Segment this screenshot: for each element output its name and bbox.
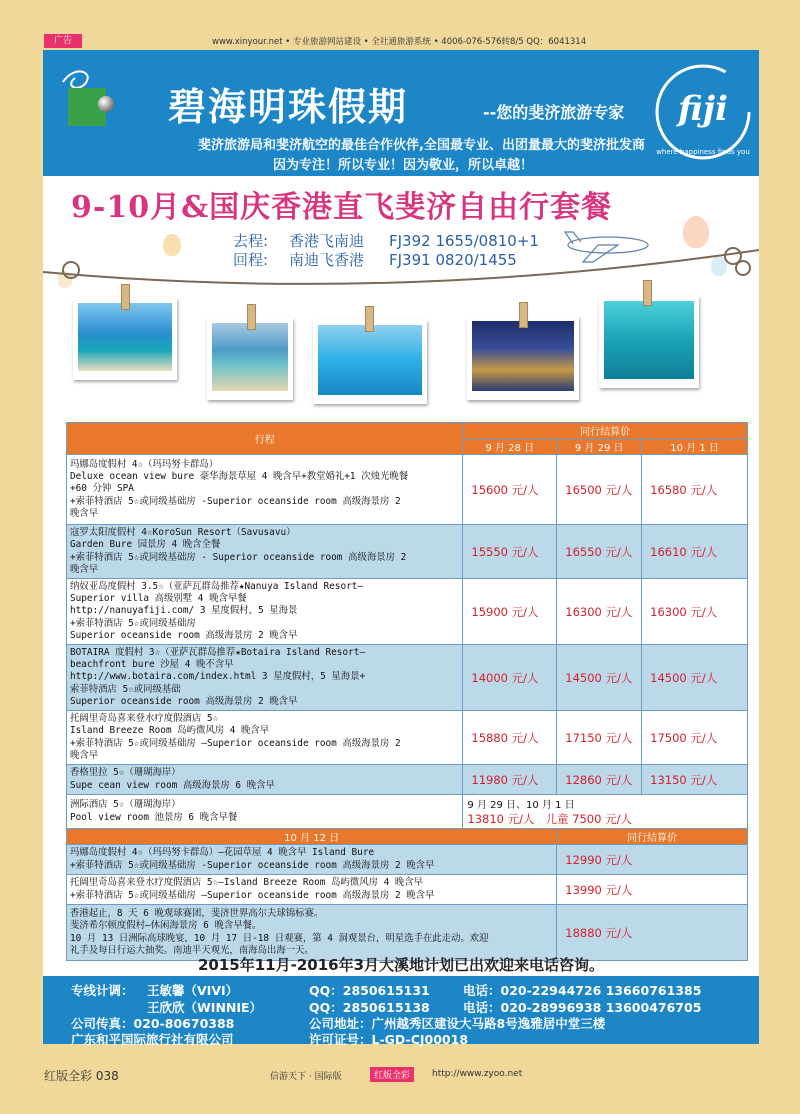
company-fax: 公司传真：020-80670388	[71, 1016, 235, 1031]
table-row	[67, 905, 748, 961]
price-cell: 14500 元/人	[642, 645, 748, 711]
clothes-pin	[365, 306, 374, 332]
flight-return-label: 回程:	[233, 251, 269, 269]
table-row	[67, 765, 748, 795]
staff-qq: QQ：2850615131	[309, 983, 430, 998]
staff-name: 王敏馨（VIVI）	[147, 983, 239, 998]
row-description: BOTAIRA 度假村 3☆（亚萨瓦群岛推荐★Botaira Island Resort— beachfront bure 沙屋 4 晚不含早 http://www.botaira.com/index.html 3 星度假村，5 星海景+ 索菲特酒店 5☆或同级基础 Superior oceanside room 高级海景房 2 晚含早	[67, 645, 463, 711]
price-cell: 16300 元/人	[557, 579, 642, 645]
col-itinerary-header: 行程	[67, 423, 463, 455]
contact-footer	[43, 976, 759, 1047]
bottom-bar	[0, 1062, 800, 1082]
fiji-logo-text: fiji	[678, 89, 728, 129]
brand-logo-pearl-icon	[98, 96, 114, 112]
table-row	[67, 645, 748, 711]
price-cell: 16500 元/人	[557, 455, 642, 525]
price-cell: 14500 元/人	[557, 645, 642, 711]
clothes-pin	[519, 302, 528, 328]
price-cell: 18880 元/人	[557, 905, 748, 961]
price-cell: 13150 元/人	[642, 765, 748, 795]
header-banner	[43, 50, 759, 176]
flight-outbound-route: 香港飞南迪	[289, 232, 365, 250]
table-row	[67, 795, 748, 829]
col-date-header: 9 月 29 日	[557, 439, 642, 455]
row-description: 寇罗太阳度假村 4☆KoroSun Resort（Savusavu） Garden Bure 园景房 4 晚含全餐 +索菲特酒店 5☆或同级基础房 - Superior oceanside room 高级海景房 2 晚含早	[67, 525, 463, 579]
flight-outbound-label: 去程:	[233, 232, 269, 250]
staff-qq: QQ：2850615138	[309, 1000, 430, 1015]
table-row	[67, 579, 748, 645]
photo-overwater-bungalows	[313, 320, 427, 404]
combo-dates: 9 月 29 日、10 月 1 日	[467, 800, 575, 811]
price-cell: 15550 元/人	[463, 525, 557, 579]
table-row	[67, 875, 748, 905]
table-row	[67, 845, 748, 875]
price-cell: 16550 元/人	[557, 525, 642, 579]
combo-adult-price: 13810 元/人	[467, 812, 535, 826]
notice: 2015年11月-2016年3月大溪地计划已出欢迎来电话咨询。	[197, 956, 605, 974]
staff-phone: 电话：020-22944726 13660761385	[463, 983, 702, 998]
fiji-logo	[651, 62, 755, 162]
price-cell: 15600 元/人	[463, 455, 557, 525]
top-info: www.xinyour.net • 专业旅游网站建设 • 全社通旅游系统 • 4006-076-576转8/5 QQ：6041314	[212, 37, 587, 47]
price-cell: 11980 元/人	[463, 765, 557, 795]
photo-island-aerial	[73, 298, 177, 380]
table-row	[67, 525, 748, 579]
photo-resort-night	[467, 316, 579, 400]
company-name: 广东和平国际旅行社有限公司	[71, 1032, 234, 1047]
oct12-header: 10 月 12 日	[67, 829, 557, 845]
oct12-price-header: 同行结算价	[557, 829, 748, 845]
photo-snorkeling	[599, 296, 699, 388]
row-description: 香港起止，8 天 6 晚观球赛团，斐济世界高尔夫球锦标赛。 斐济希尔顿度假村—休闲海景房 6 晚含早餐。 10 月 13 日洲际高球晚宴，10 月 17 日-18 日观赛，第 4 洞观景台，明星选手在此走动。欢迎 礼手及每日行运大抽奖。南迪半天观光，南海岛出海一天。	[67, 905, 557, 961]
row-description: 玛娜岛度假村 4☆（玛玛努卡群岛） Deluxe ocean view bure 豪华海景草屋 4 晚含早+教堂婚礼+1 次烛光晚餐 +60 分钟 SPA +索菲特酒店 5☆或同级基础房 -Superior oceanside room 高级海景房 2 晚含早	[67, 455, 463, 525]
company-address: 公司地址：广州越秀区建设大马路8号逸雅居中堂三楼	[309, 1016, 606, 1031]
flight-return-code: FJ391 0820/1455	[389, 251, 517, 269]
clothes-pin	[121, 284, 130, 310]
row-description: 玛娜岛度假村 4☆（玛玛努卡群岛）—花园草屋 4 晚含早 Island Bure +索菲特酒店 5☆或同级基础房 -Superior oceanside room 高级海景房 2 晚含早	[67, 845, 557, 875]
flight-outbound-code: FJ392 1655/0810+1	[389, 232, 539, 250]
clothes-pin	[247, 304, 256, 330]
brand-slogan: --您的斐济旅游专家	[483, 103, 625, 122]
table-row	[67, 455, 748, 525]
combo-child-price: 儿童 7500 元/人	[545, 812, 632, 826]
publisher-url: http://www.zyoo.net	[432, 1069, 523, 1079]
price-cell: 17150 元/人	[557, 711, 642, 765]
col-date-header: 10 月 1 日	[642, 439, 748, 455]
hotline-label: 专线计调：	[71, 983, 134, 998]
col-date-header: 9 月 28 日	[463, 439, 557, 455]
clothes-pin	[643, 280, 652, 306]
price-cell: 13990 元/人	[557, 875, 748, 905]
row-description: 纳奴亚岛度假村 3.5☆（亚萨瓦群岛推荐★Nanuya Island Resort— Superior villa 高级别墅 4 晚含早餐 http://nanuyafiji.com/ 3 星度假村，5 星海景 +索菲特酒店 5☆或同级基础房 Superior oceanside room 高级海景房 2 晚含早	[67, 579, 463, 645]
fiji-tagline: where happiness finds you	[656, 148, 750, 156]
main-panel	[43, 176, 759, 1047]
price-cell: 16300 元/人	[642, 579, 748, 645]
row-description: 托阔里奇岛喜来登水疗度假酒店 5☆ Island Breeze Room 岛屿微风房 4 晚含早 +索菲特酒店 5☆或同级基础房 —Superior oceanside room 高级海景房 2 晚含早	[67, 711, 463, 765]
ad-tag: 广告	[44, 34, 82, 48]
combo-price-cell	[463, 795, 748, 829]
price-cell: 12860 元/人	[557, 765, 642, 795]
intro-line-1: 斐济旅游局和斐济航空的最佳合作伙伴,全国最专业、出团量最大的斐济批发商	[198, 138, 645, 153]
price-cell: 16580 元/人	[642, 455, 748, 525]
intro-line-2: 因为专注！所以专业！因为敬业，所以卓越！	[273, 158, 534, 173]
headline: 9-10月&国庆香港直飞斐济自由行套餐	[71, 190, 613, 225]
price-cell: 15900 元/人	[463, 579, 557, 645]
publisher: 信游天下 · 国际版	[270, 1072, 342, 1082]
page-number: 红版全彩 038	[44, 1069, 119, 1083]
table-row	[67, 711, 748, 765]
top-bar	[0, 34, 800, 48]
price-cell: 15880 元/人	[463, 711, 557, 765]
row-description: 洲际酒店 5☆（珊瑚海岸） Pool view room 池景房 6 晚含早餐	[67, 795, 463, 829]
staff-name: 王欣欣（WINNIE）	[147, 1000, 263, 1015]
staff-phone: 电话：020-28996938 13600476705	[463, 1000, 702, 1015]
price-cell: 12990 元/人	[557, 845, 748, 875]
price-cell: 17500 元/人	[642, 711, 748, 765]
price-table	[66, 422, 748, 961]
row-description: 托阔里奇岛喜来登水疗度假酒店 5☆—Island Breeze Room 岛屿微风房 4 晚含早 +索菲特酒店 5☆或同级基础房 —Superior oceanside room 高级海景房 2 晚含早	[67, 875, 557, 905]
price-cell: 14000 元/人	[463, 645, 557, 711]
col-price-group-header: 同行结算价	[463, 423, 748, 439]
brand-name: 碧海明珠假期	[168, 85, 409, 129]
photo-beach-couple	[207, 318, 293, 400]
edition-tag: 红版全彩	[370, 1067, 414, 1082]
flight-return-route: 南迪飞香港	[289, 251, 365, 269]
price-cell: 16610 元/人	[642, 525, 748, 579]
row-description: 香格里拉 5☆（珊瑚海岸） Supe cean view room 高级海景房 6 晚含早	[67, 765, 463, 795]
license-number: 许可证号：L-GD-CJ00018	[309, 1032, 469, 1047]
